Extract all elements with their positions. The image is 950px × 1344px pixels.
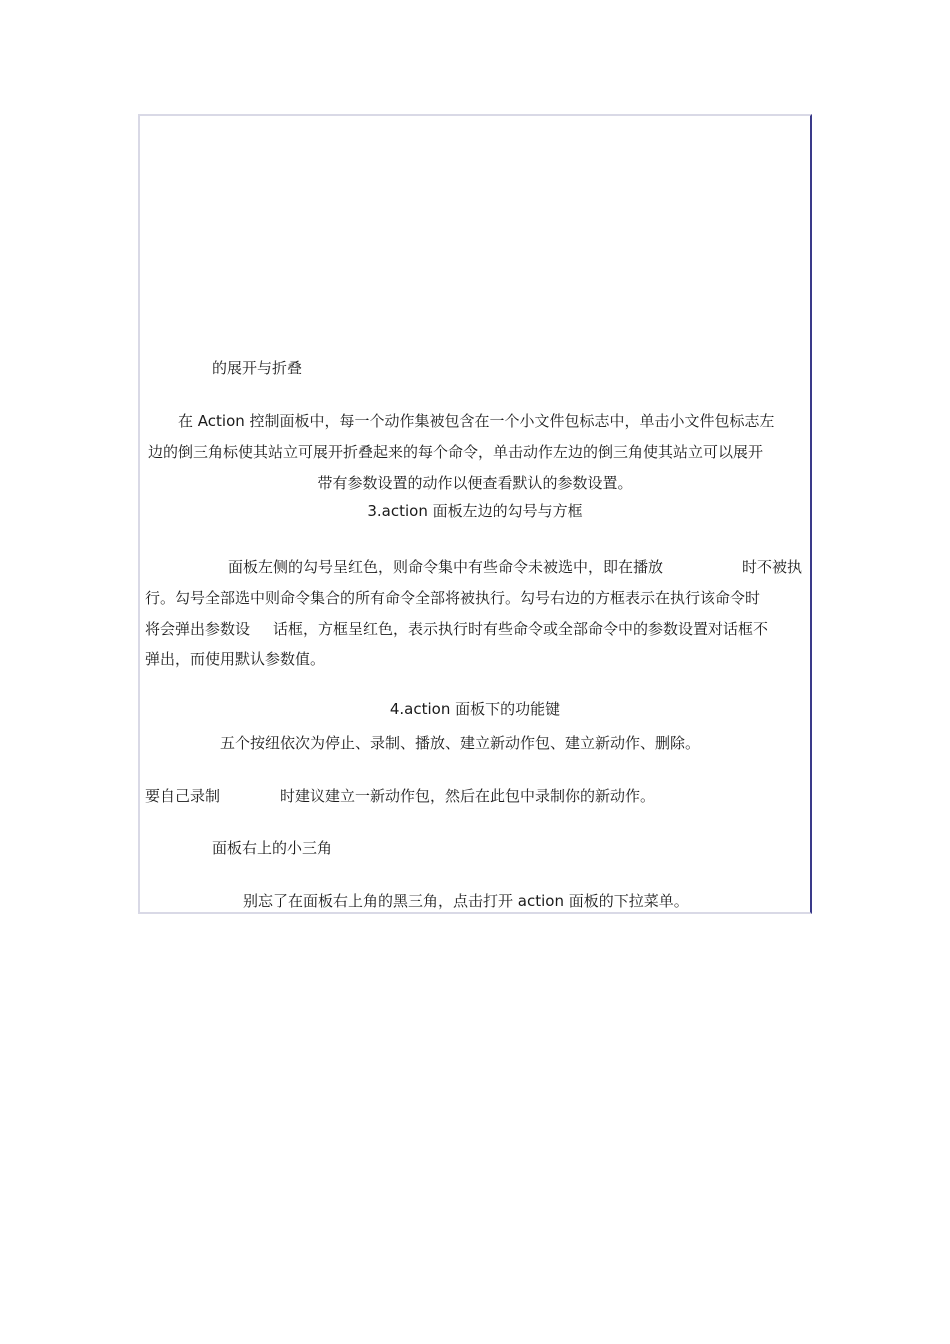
para1-line3: 带有参数设置的动作以便查看默认的参数设置。	[317, 474, 633, 492]
para2-line1a: 面板左侧的勾号呈红色，则命令集中有些命令未被选中，即在播放	[228, 558, 664, 576]
record-line-b: 时建议建立一新动作包，然后在此包中录制你的新动作。	[280, 787, 656, 805]
heading-checkmark-box: 3.action 面板左边的勾号与方框	[367, 502, 583, 520]
para1-line2: 边的倒三角标使其站立可展开折叠起来的每个命令，单击动作左边的倒三角使其站立可以展开	[148, 443, 764, 461]
action-word: Action	[197, 412, 245, 430]
record-line-a: 要自己录制	[145, 787, 221, 805]
buttons-description: 五个按纽依次为停止、录制、播放、建立新动作包、建立新动作、删除。	[220, 734, 701, 752]
last-line: 别忘了在面板右上角的黑三角，点击打开 action 面板的下拉菜单。	[243, 892, 689, 910]
heading-function-keys: 4.action 面板下的功能键	[389, 700, 561, 718]
para2-line3a: 将会弹出参数设	[145, 620, 251, 638]
heading-expand-collapse: 的展开与折叠	[212, 359, 303, 377]
para1-line1: 在 Action 控制面板中，每一个动作集被包含在一个小文件包标志中，单击小文件包标志左	[178, 412, 775, 430]
para2-line1b: 时不被执	[742, 558, 803, 576]
para2-line2: 行。勾号全部选中则命令集合的所有命令全部将被执行。勾号右边的方框表示在执行该命令时	[145, 589, 761, 607]
para2-line3b: 话框，方框呈红色，表示执行时有些命令或全部命令中的参数设置对话框不	[273, 620, 769, 638]
heading-small-triangle: 面板右上的小三角	[212, 839, 333, 857]
para2-line4: 弹出，而使用默认参数值。	[145, 650, 326, 668]
